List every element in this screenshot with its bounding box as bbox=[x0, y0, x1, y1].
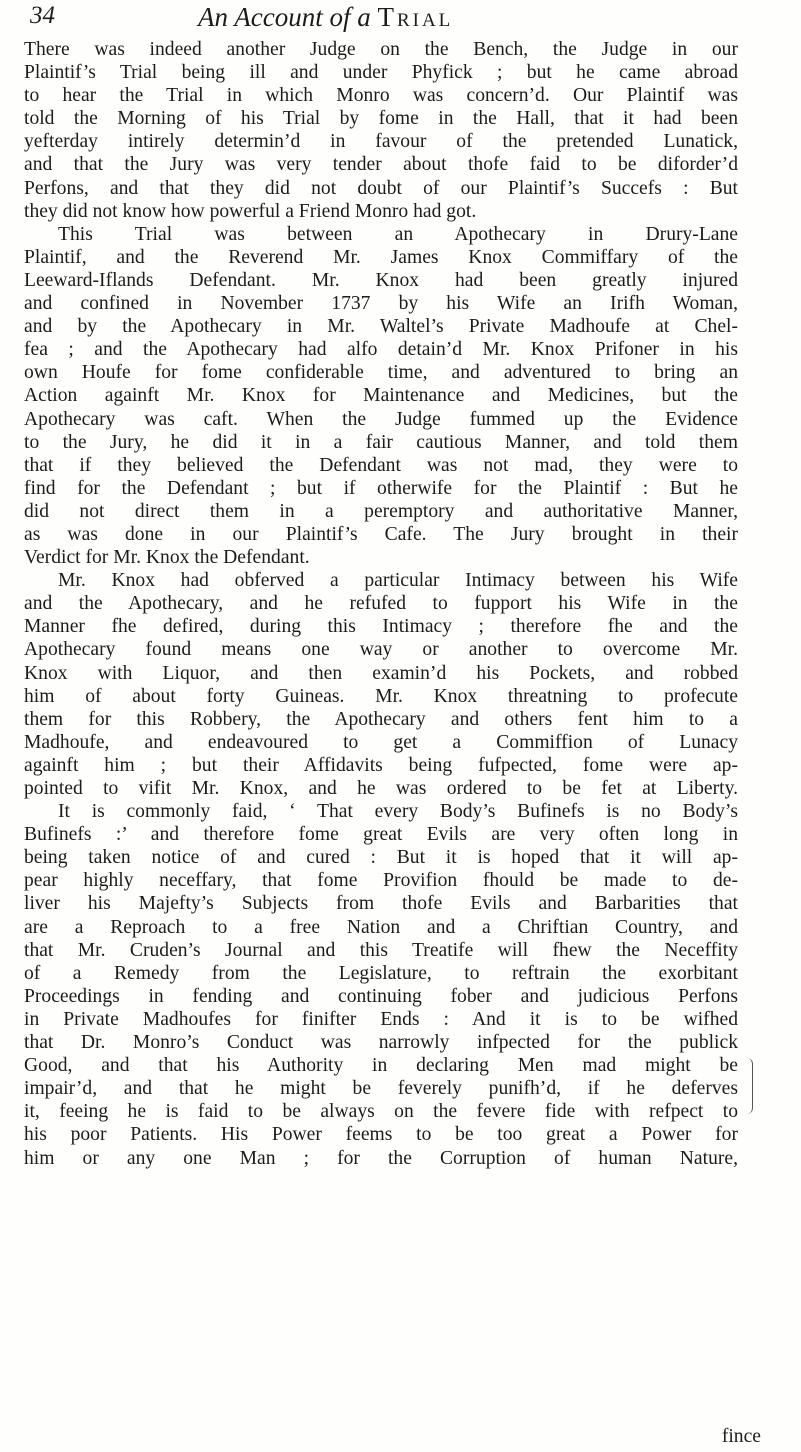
text-line: Perfons, and that they did not doubt of our Plaintif’s Succefs : But bbox=[24, 177, 738, 199]
catchword: fince bbox=[721, 1426, 761, 1447]
text-line: yefterday intirely determin’d in favour of the pretended Lunatick, bbox=[24, 131, 738, 153]
text-line: Verdict for Mr. Knox the Defendant. bbox=[24, 547, 310, 569]
text-line: and the Apothecary, and he refufed to fupport his Wife in the bbox=[24, 593, 738, 615]
text-line: There was indeed another Judge on the Bench, the Judge in our bbox=[24, 39, 738, 60]
text-line: pear highly neceffary, that fome Provifion fhould be made to de- bbox=[24, 870, 738, 892]
text-line: told the Morning of his Trial by fome in the Hall, that it had been bbox=[24, 108, 738, 130]
text-line: Plaintif, and the Reverend Mr. James Knox Commiffary of the bbox=[24, 246, 738, 268]
text-line: are a Reproach to a free Nation and a Chriftian Country, and bbox=[24, 916, 738, 938]
text-line: Mr. Knox had obferved a particular Intimacy between his Wife bbox=[58, 570, 738, 592]
text-line: being taken notice of and cured : But it is hoped that it will ap- bbox=[24, 847, 738, 869]
text-line: This Trial was between an Apothecary in Drury-Lane bbox=[58, 223, 738, 245]
text-line: It is commonly faid, ‘ That every Body’s Bufinefs is no Body’s bbox=[58, 801, 738, 823]
text-line: that if they believed the Defendant was not mad, they were to bbox=[24, 454, 738, 476]
text-line: Good, and that his Authority in declaring Men mad might be bbox=[24, 1055, 738, 1077]
text-line: againft him ; but their Affidavits being fufpected, fome were ap- bbox=[24, 754, 738, 776]
body-text bbox=[24, 38, 738, 1170]
text-line: Manner fhe defired, during this Intimacy ; therefore fhe and the bbox=[24, 616, 738, 638]
text-line: Knox with Liquor, and then examin’d his Pockets, and robbed bbox=[24, 662, 738, 684]
text-line: find for the Defendant ; but if otherwife for the Plaintif : But he bbox=[24, 477, 738, 499]
margin-bracket-mark bbox=[746, 1058, 753, 1114]
text-line: fea ; and the Apothecary had alfo detain’d Mr. Knox Prifoner in his bbox=[24, 339, 738, 361]
text-line: pointed to vifit Mr. Knox, and he was ordered to be fet at Liberty. bbox=[24, 778, 738, 799]
text-line: Apothecary was caft. When the Judge fummed up the Evidence bbox=[24, 408, 738, 430]
text-line: Madhoufe, and endeavoured to get a Commiffion of Lunacy bbox=[24, 731, 738, 753]
text-line: as was done in our Plaintif’s Cafe. The Jury brought in their bbox=[24, 523, 738, 545]
text-line: Plaintif’s Trial being ill and under Phyfick ; but he came abroad bbox=[24, 62, 738, 84]
text-line: did not direct them in a peremptory and authoritative Manner, bbox=[24, 500, 738, 522]
text-line: that Dr. Monro’s Conduct was narrowly infpected for the publick bbox=[24, 1032, 738, 1054]
text-line: him or any one Man ; for the Corruption of human Nature, bbox=[24, 1147, 738, 1169]
text-line: in Private Madhoufes for finifter Ends : And it is to be wifhed bbox=[24, 1008, 738, 1030]
text-line: him of about forty Guineas. Mr. Knox threatning to profecute bbox=[24, 685, 738, 707]
page-number: 34 bbox=[30, 2, 55, 29]
running-title bbox=[198, 2, 453, 33]
text-line: that Mr. Cruden’s Journal and this Treatife will fhew the Neceffity bbox=[24, 939, 738, 961]
text-line: Action againft Mr. Knox for Maintenance and Medicines, but the bbox=[24, 385, 738, 407]
text-line: and confined in November 1737 by his Wife an Irifh Woman, bbox=[24, 293, 738, 315]
text-line: Proceedings in fending and continuing fober and judicious Perfons bbox=[24, 985, 738, 1007]
text-line: of a Remedy from the Legislature, to reftrain the exorbitant bbox=[24, 962, 738, 984]
text-line: they did not know how powerful a Friend Monro had got. bbox=[24, 200, 477, 222]
text-line: Leeward-Iflands Defendant. Mr. Knox had been greatly injured bbox=[24, 269, 738, 291]
text-line: to the Jury, he did it in a fair cautious Manner, and told them bbox=[24, 431, 738, 453]
text-line: Apothecary found means one way or another to overcome Mr. bbox=[24, 639, 738, 661]
text-line: it, feeing he is faid to be always on the fevere fide with refpect to bbox=[24, 1101, 738, 1123]
text-line: impair’d, and that he might be feverely punifh’d, if he deferves bbox=[24, 1078, 738, 1100]
text-line: liver his Majefty’s Subjects from thofe Evils and Barbarities that bbox=[24, 893, 738, 915]
running-head bbox=[30, 2, 761, 36]
text-line: Bufinefs :’ and therefore fome great Evils are very often long in bbox=[24, 824, 738, 846]
running-title-italic: An Account of a bbox=[198, 2, 371, 32]
text-line: and that the Jury was very tender about thofe faid to be diforder’d bbox=[24, 154, 738, 176]
text-line: them for this Robbery, the Apothecary and others fent him to a bbox=[24, 708, 738, 730]
text-line: own Houfe for fome confiderable time, and adventured to bring an bbox=[24, 362, 738, 384]
running-title-caps: Trial bbox=[377, 2, 454, 32]
text-line: to hear the Trial in which Monro was concern’d. Our Plaintif was bbox=[24, 85, 738, 107]
text-line: his poor Patients. His Power feems to be too great a Power for bbox=[24, 1124, 738, 1146]
text-line: and by the Apothecary in Mr. Waltel’s Private Madhoufe at Chel- bbox=[24, 316, 738, 338]
